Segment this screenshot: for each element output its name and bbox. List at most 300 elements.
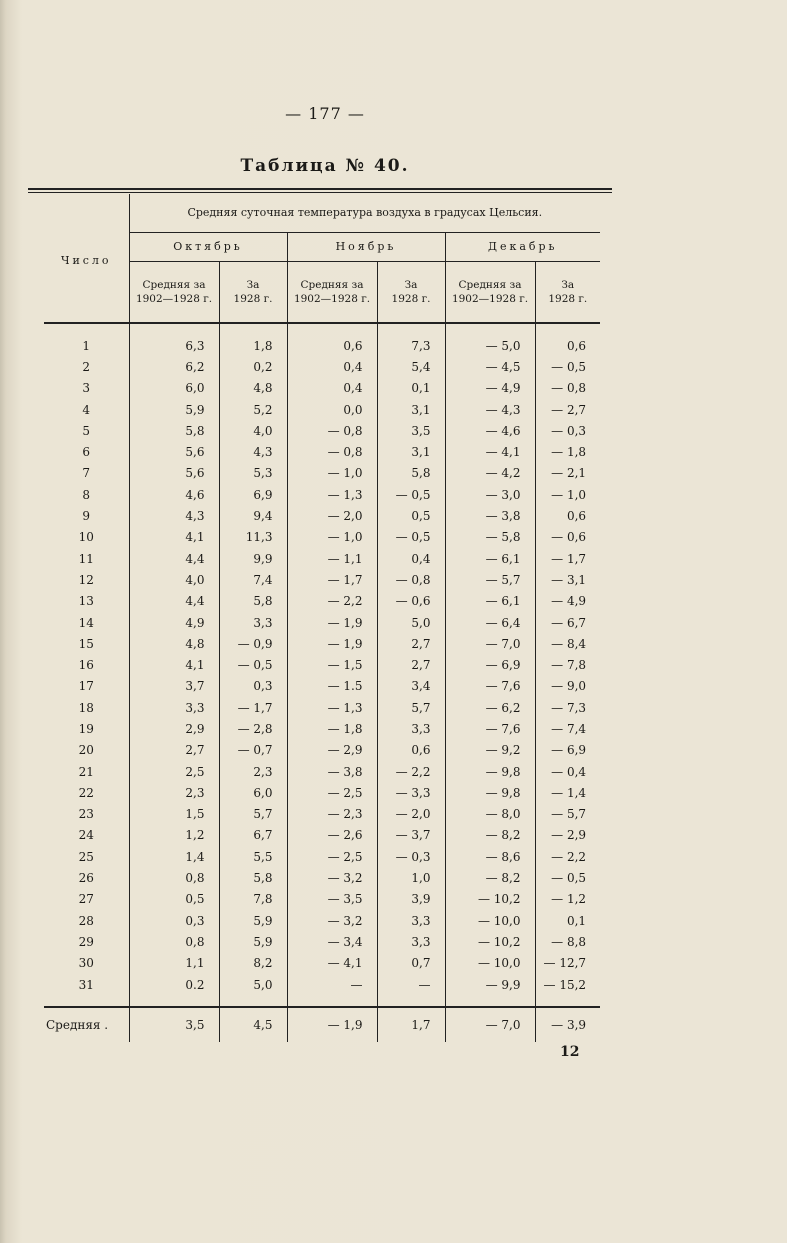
cell-oct-1928: 1,8	[219, 335, 287, 356]
subheader-year-nov	[377, 262, 445, 324]
cell-dec-long: — 7,0	[445, 633, 535, 654]
cell-day: 24	[78, 828, 94, 843]
spacer-cell	[377, 995, 445, 1007]
cell-nov-long: — 2,6	[287, 825, 377, 846]
cell-oct-1928: 9,4	[219, 505, 287, 526]
month-header-november: Ноябрь	[287, 233, 445, 262]
table-row	[44, 697, 600, 718]
cell-oct-1928: 6,0	[219, 782, 287, 803]
cell-oct-1928: 5,5	[219, 846, 287, 867]
cell-nov-long: — 3,8	[287, 761, 377, 782]
cell-oct-long: 5,8	[129, 420, 219, 441]
cell-day: 8	[82, 487, 91, 502]
cell-dec-long: — 6,4	[445, 612, 535, 633]
cell-oct-long: 2,9	[129, 718, 219, 739]
cell-nov-1928: 3,1	[377, 399, 445, 420]
cell-dec-long: — 4,9	[445, 378, 535, 399]
cell-dec-1928: 0,6	[535, 335, 600, 356]
cell-dec-long: — 4,6	[445, 420, 535, 441]
cell-nov-long: — 2,5	[287, 782, 377, 803]
subheader-avg-dec	[445, 262, 535, 324]
sub-avg-l2: 1902—1928 г.	[293, 293, 371, 305]
cell-nov-long: — 3,5	[287, 889, 377, 910]
cell-dec-long: — 5,0	[445, 335, 535, 356]
cell-nov-long: 0,6	[287, 335, 377, 356]
cell-day: 18	[78, 700, 94, 715]
cell-oct-long: 1,2	[129, 825, 219, 846]
cell-oct-long: 5,9	[129, 399, 219, 420]
cell-dec-1928: — 0,6	[535, 527, 600, 548]
table-header	[44, 194, 600, 323]
cell-nov-long: — 1,8	[287, 718, 377, 739]
spacer-row	[44, 995, 600, 1007]
subheader-avg-oct	[129, 262, 219, 324]
spacer-cell	[287, 323, 377, 335]
spacer-cell	[535, 323, 600, 335]
cell-oct-1928: — 2,8	[219, 718, 287, 739]
table-row	[44, 463, 600, 484]
cell-dec-1928: — 7,3	[535, 697, 600, 718]
cell-nov-1928: — 0,6	[377, 591, 445, 612]
cell-dec-1928: — 12,7	[535, 953, 600, 974]
cell-oct-1928: 3,3	[219, 612, 287, 633]
cell-dec-1928: — 2,1	[535, 463, 600, 484]
cell-nov-1928: 0,4	[377, 548, 445, 569]
cell-nov-long: — 1,1	[287, 548, 377, 569]
cell-oct-1928: 5,7	[219, 804, 287, 825]
cell-dec-long: — 9,9	[445, 974, 535, 995]
table-row	[44, 378, 600, 399]
cell-day: 6	[82, 445, 91, 460]
cell-dec-long: — 8,2	[445, 867, 535, 888]
table-row	[44, 740, 600, 761]
cell-dec-long: — 10,0	[445, 910, 535, 931]
cell-nov-1928: 0,5	[377, 505, 445, 526]
month-header-october: Октябрь	[129, 233, 287, 262]
table-footer	[44, 995, 600, 1042]
sub-avg-l1: Средняя за	[458, 279, 522, 291]
table-row	[44, 718, 600, 739]
cell-nov-1928: 0,6	[377, 740, 445, 761]
top-rule-thin	[28, 192, 612, 193]
cell-day: 19	[78, 721, 94, 736]
spacer-cell	[535, 995, 600, 1007]
cell-day: 27	[78, 892, 94, 907]
cell-oct-long: 6,3	[129, 335, 219, 356]
cell-nov-long: — 1,3	[287, 484, 377, 505]
average-row	[44, 1007, 600, 1042]
cell-dec-1928: — 8,8	[535, 931, 600, 952]
table-row	[44, 654, 600, 675]
cell-dec-long: — 4,3	[445, 399, 535, 420]
cell-nov-1928: 2,7	[377, 633, 445, 654]
day-column-header	[44, 194, 129, 323]
cell-dec-long: — 8,6	[445, 846, 535, 867]
cell-oct-1928: 5,0	[219, 974, 287, 995]
cell-nov-long: — 2,9	[287, 740, 377, 761]
cell-dec-long: — 9,8	[445, 761, 535, 782]
cell-day: 16	[78, 658, 94, 673]
table-row	[44, 846, 600, 867]
table-row	[44, 527, 600, 548]
cell-dec-long: — 8,0	[445, 804, 535, 825]
cell-day: 23	[78, 807, 94, 822]
cell-nov-1928: 3,1	[377, 441, 445, 462]
table-row	[44, 484, 600, 505]
cell-oct-long: 2,7	[129, 740, 219, 761]
temperature-table	[44, 194, 600, 1042]
cell-dec-1928: — 2,7	[535, 399, 600, 420]
table-title: Таблица № 40.	[240, 156, 410, 176]
avg-dec-1928: — 3,9	[535, 1007, 600, 1042]
sub-avg-l2: 1902—1928 г.	[135, 293, 213, 305]
cell-day: 9	[82, 509, 91, 524]
cell-oct-long: 4,6	[129, 484, 219, 505]
avg-oct-long: 3,5	[129, 1007, 219, 1042]
cell-dec-long: — 10,0	[445, 953, 535, 974]
cell-dec-1928: 0,6	[535, 505, 600, 526]
table-row	[44, 441, 600, 462]
cell-day: 21	[78, 764, 94, 779]
cell-oct-long: 0,5	[129, 889, 219, 910]
cell-nov-long: — 3,2	[287, 910, 377, 931]
cell-nov-1928: — 2,2	[377, 761, 445, 782]
cell-dec-long: — 7,6	[445, 718, 535, 739]
cell-dec-long: — 6,1	[445, 591, 535, 612]
table-row	[44, 953, 600, 974]
table-body	[44, 323, 600, 995]
spacer-cell	[445, 995, 535, 1007]
cell-dec-1928: — 3,1	[535, 569, 600, 590]
cell-day: 4	[82, 402, 91, 417]
cell-dec-1928: — 1,8	[535, 441, 600, 462]
cell-nov-1928: 1,0	[377, 867, 445, 888]
cell-oct-long: 4,1	[129, 527, 219, 548]
cell-dec-long: — 9,2	[445, 740, 535, 761]
cell-dec-1928: — 9,0	[535, 676, 600, 697]
cell-dec-long: — 6,1	[445, 548, 535, 569]
cell-oct-1928: 9,9	[219, 548, 287, 569]
cell-dec-1928: — 7,4	[535, 718, 600, 739]
cell-oct-long: 4,3	[129, 505, 219, 526]
cell-nov-long: — 0,8	[287, 420, 377, 441]
table-row	[44, 889, 600, 910]
table-row	[44, 505, 600, 526]
cell-oct-long: 0,8	[129, 931, 219, 952]
cell-day: 1	[82, 338, 91, 353]
cell-oct-1928: 5,9	[219, 931, 287, 952]
cell-dec-long: — 6,9	[445, 654, 535, 675]
cell-day: 26	[78, 871, 94, 886]
cell-oct-1928: — 0,5	[219, 654, 287, 675]
cell-dec-1928: — 2,2	[535, 846, 600, 867]
cell-oct-1928: — 1,7	[219, 697, 287, 718]
spacer-cell	[129, 323, 219, 335]
cell-dec-1928: — 0,5	[535, 356, 600, 377]
sub-year-l1: За	[561, 279, 575, 291]
subheader-avg-nov	[287, 262, 377, 324]
cell-day: 15	[78, 636, 94, 651]
cell-oct-long: 5,6	[129, 463, 219, 484]
table-row	[44, 761, 600, 782]
avg-oct-1928: 4,5	[219, 1007, 287, 1042]
cell-day: 3	[82, 381, 91, 396]
cell-nov-long: — 2,5	[287, 846, 377, 867]
subheader-year-dec	[535, 262, 600, 324]
cell-day: 13	[78, 594, 94, 609]
cell-dec-1928: — 1,4	[535, 782, 600, 803]
table-row	[44, 399, 600, 420]
cell-oct-long: 6,0	[129, 378, 219, 399]
spacer-cell	[219, 323, 287, 335]
cell-nov-1928: 7,3	[377, 335, 445, 356]
cell-nov-1928: 5,7	[377, 697, 445, 718]
table-row	[44, 548, 600, 569]
cell-oct-1928: 7,8	[219, 889, 287, 910]
avg-dec-long: — 7,0	[445, 1007, 535, 1042]
cell-oct-long: 4,4	[129, 591, 219, 612]
table-row	[44, 825, 600, 846]
cell-nov-1928: — 0,5	[377, 527, 445, 548]
cell-dec-1928: — 7,8	[535, 654, 600, 675]
cell-nov-1928: 3,9	[377, 889, 445, 910]
cell-oct-long: 1,1	[129, 953, 219, 974]
table-row	[44, 420, 600, 441]
cell-dec-1928: — 0,4	[535, 761, 600, 782]
cell-nov-1928: 3,3	[377, 910, 445, 931]
sub-avg-l1: Средняя за	[142, 279, 206, 291]
cell-oct-long: 6,2	[129, 356, 219, 377]
cell-nov-long: — 1,0	[287, 463, 377, 484]
cell-oct-long: 0,8	[129, 867, 219, 888]
cell-oct-long: 2,5	[129, 761, 219, 782]
cell-day: 11	[78, 551, 94, 566]
cell-oct-1928: 4,3	[219, 441, 287, 462]
cell-nov-1928: 5,8	[377, 463, 445, 484]
cell-dec-1928: — 1,7	[535, 548, 600, 569]
cell-day: 22	[78, 785, 94, 800]
cell-day: 5	[82, 423, 91, 438]
cell-dec-1928: 0,1	[535, 910, 600, 931]
page-number: — 177 —	[285, 104, 365, 123]
cell-nov-long: — 1,5	[287, 654, 377, 675]
cell-nov-long: — 2,3	[287, 804, 377, 825]
cell-nov-1928: 3,4	[377, 676, 445, 697]
cell-day: 14	[78, 615, 94, 630]
cell-day: 17	[78, 679, 94, 694]
cell-dec-long: — 10,2	[445, 931, 535, 952]
cell-dec-1928: — 15,2	[535, 974, 600, 995]
cell-nov-long: —	[287, 974, 377, 995]
cell-nov-1928: — 3,7	[377, 825, 445, 846]
cell-day: 2	[82, 359, 91, 374]
sub-year-l1: За	[404, 279, 418, 291]
cell-nov-long: — 1.5	[287, 676, 377, 697]
cell-dec-1928: — 6,7	[535, 612, 600, 633]
cell-dec-long: — 6,2	[445, 697, 535, 718]
cell-nov-1928: 2,7	[377, 654, 445, 675]
cell-dec-1928: — 1,2	[535, 889, 600, 910]
cell-oct-1928: 0,2	[219, 356, 287, 377]
spacer-cell	[44, 995, 129, 1007]
cell-oct-1928: 6,9	[219, 484, 287, 505]
table-row	[44, 867, 600, 888]
avg-nov-long: — 1,9	[287, 1007, 377, 1042]
cell-dec-1928: — 1,0	[535, 484, 600, 505]
cell-nov-1928: 5,0	[377, 612, 445, 633]
cell-oct-1928: 5,9	[219, 910, 287, 931]
cell-day: 31	[78, 977, 94, 992]
cell-oct-long: 4,9	[129, 612, 219, 633]
cell-nov-long: — 4,1	[287, 953, 377, 974]
cell-dec-1928: — 0,3	[535, 420, 600, 441]
cell-nov-long: — 1,7	[287, 569, 377, 590]
cell-dec-long: — 9,8	[445, 782, 535, 803]
spacer-cell	[445, 323, 535, 335]
cell-oct-1928: 6,7	[219, 825, 287, 846]
cell-day: 29	[78, 934, 94, 949]
average-label: Средняя .	[46, 1018, 109, 1033]
cell-nov-1928: 5,4	[377, 356, 445, 377]
cell-day: 10	[78, 530, 94, 545]
sub-avg-l2: 1902—1928 г.	[451, 293, 529, 305]
cell-nov-1928: —	[377, 974, 445, 995]
cell-nov-1928: — 2,0	[377, 804, 445, 825]
table-row	[44, 335, 600, 356]
cell-oct-1928: 4,0	[219, 420, 287, 441]
spacer-cell	[219, 995, 287, 1007]
table-row	[44, 612, 600, 633]
cell-oct-1928: 2,3	[219, 761, 287, 782]
cell-dec-long: — 4,5	[445, 356, 535, 377]
cell-dec-1928: — 6,9	[535, 740, 600, 761]
table-row	[44, 569, 600, 590]
signature-mark: 12	[560, 1044, 580, 1060]
cell-oct-long: 4,8	[129, 633, 219, 654]
cell-oct-1928: 5,8	[219, 591, 287, 612]
cell-oct-1928: — 0,9	[219, 633, 287, 654]
cell-dec-long: — 3,0	[445, 484, 535, 505]
cell-dec-1928: — 2,9	[535, 825, 600, 846]
cell-nov-long: — 1,9	[287, 633, 377, 654]
cell-nov-1928: 3,3	[377, 931, 445, 952]
cell-oct-1928: 0,3	[219, 676, 287, 697]
cell-oct-long: 0.2	[129, 974, 219, 995]
cell-oct-long: 4,4	[129, 548, 219, 569]
cell-oct-long: 4,1	[129, 654, 219, 675]
table-row	[44, 804, 600, 825]
cell-nov-long: — 2,2	[287, 591, 377, 612]
cell-nov-long: — 3,4	[287, 931, 377, 952]
spacer-cell	[377, 323, 445, 335]
cell-oct-long: 5,6	[129, 441, 219, 462]
cell-nov-long: 0,4	[287, 378, 377, 399]
sub-year-l2: 1928 г.	[391, 293, 431, 305]
cell-dec-1928: — 0,5	[535, 867, 600, 888]
table-row	[44, 591, 600, 612]
table-row	[44, 676, 600, 697]
spacer-cell	[44, 323, 129, 335]
cell-day: 25	[78, 849, 94, 864]
cell-nov-1928: 3,5	[377, 420, 445, 441]
cell-nov-long: — 1,3	[287, 697, 377, 718]
cell-dec-1928: — 5,7	[535, 804, 600, 825]
cell-dec-long: — 7,6	[445, 676, 535, 697]
cell-dec-long: — 4,2	[445, 463, 535, 484]
subheader-year-oct	[219, 262, 287, 324]
sub-year-l2: 1928 г.	[548, 293, 588, 305]
avg-nov-1928: 1,7	[377, 1007, 445, 1042]
cell-nov-1928: 0,7	[377, 953, 445, 974]
table-row	[44, 633, 600, 654]
cell-oct-long: 2,3	[129, 782, 219, 803]
cell-nov-long: — 1,9	[287, 612, 377, 633]
cell-nov-long: 0,0	[287, 399, 377, 420]
cell-nov-1928: — 0,5	[377, 484, 445, 505]
cell-dec-long: — 5,7	[445, 569, 535, 590]
cell-dec-long: — 8,2	[445, 825, 535, 846]
cell-day: 12	[78, 572, 94, 587]
cell-oct-1928: 8,2	[219, 953, 287, 974]
table-row	[44, 910, 600, 931]
cell-day: 30	[78, 956, 94, 971]
day-column-label: Число	[60, 253, 112, 267]
table-row	[44, 356, 600, 377]
sub-year-l1: За	[246, 279, 260, 291]
cell-nov-long: — 0,8	[287, 441, 377, 462]
cell-nov-1928: — 0,8	[377, 569, 445, 590]
sub-year-l2: 1928 г.	[233, 293, 273, 305]
cell-nov-1928: — 0,3	[377, 846, 445, 867]
main-header: Средняя суточная температура воздуха в градусах Цельсия.	[129, 194, 600, 233]
cell-oct-1928: 5,2	[219, 399, 287, 420]
cell-oct-long: 1,4	[129, 846, 219, 867]
cell-dec-1928: — 8,4	[535, 633, 600, 654]
cell-oct-1928: — 0,7	[219, 740, 287, 761]
cell-oct-1928: 5,3	[219, 463, 287, 484]
spacer-row	[44, 323, 600, 335]
cell-oct-long: 1,5	[129, 804, 219, 825]
top-rule	[28, 188, 612, 190]
cell-oct-long: 3,3	[129, 697, 219, 718]
spacer-cell	[129, 995, 219, 1007]
cell-nov-long: 0,4	[287, 356, 377, 377]
cell-oct-1928: 5,8	[219, 867, 287, 888]
table-row	[44, 974, 600, 995]
cell-dec-1928: — 4,9	[535, 591, 600, 612]
table-row	[44, 782, 600, 803]
sub-avg-l1: Средняя за	[300, 279, 364, 291]
cell-nov-1928: — 3,3	[377, 782, 445, 803]
cell-oct-1928: 4,8	[219, 378, 287, 399]
cell-dec-1928: — 0,8	[535, 378, 600, 399]
cell-oct-1928: 7,4	[219, 569, 287, 590]
cell-day: 28	[78, 913, 94, 928]
spacer-cell	[287, 995, 377, 1007]
month-header-december: Декабрь	[445, 233, 600, 262]
cell-oct-long: 4,0	[129, 569, 219, 590]
cell-day: 20	[78, 743, 94, 758]
cell-oct-long: 0,3	[129, 910, 219, 931]
cell-oct-1928: 11,3	[219, 527, 287, 548]
cell-dec-long: — 5,8	[445, 527, 535, 548]
cell-oct-long: 3,7	[129, 676, 219, 697]
cell-dec-long: — 4,1	[445, 441, 535, 462]
cell-day: 7	[82, 466, 91, 481]
cell-nov-long: — 1,0	[287, 527, 377, 548]
table-row	[44, 931, 600, 952]
cell-dec-long: — 3,8	[445, 505, 535, 526]
